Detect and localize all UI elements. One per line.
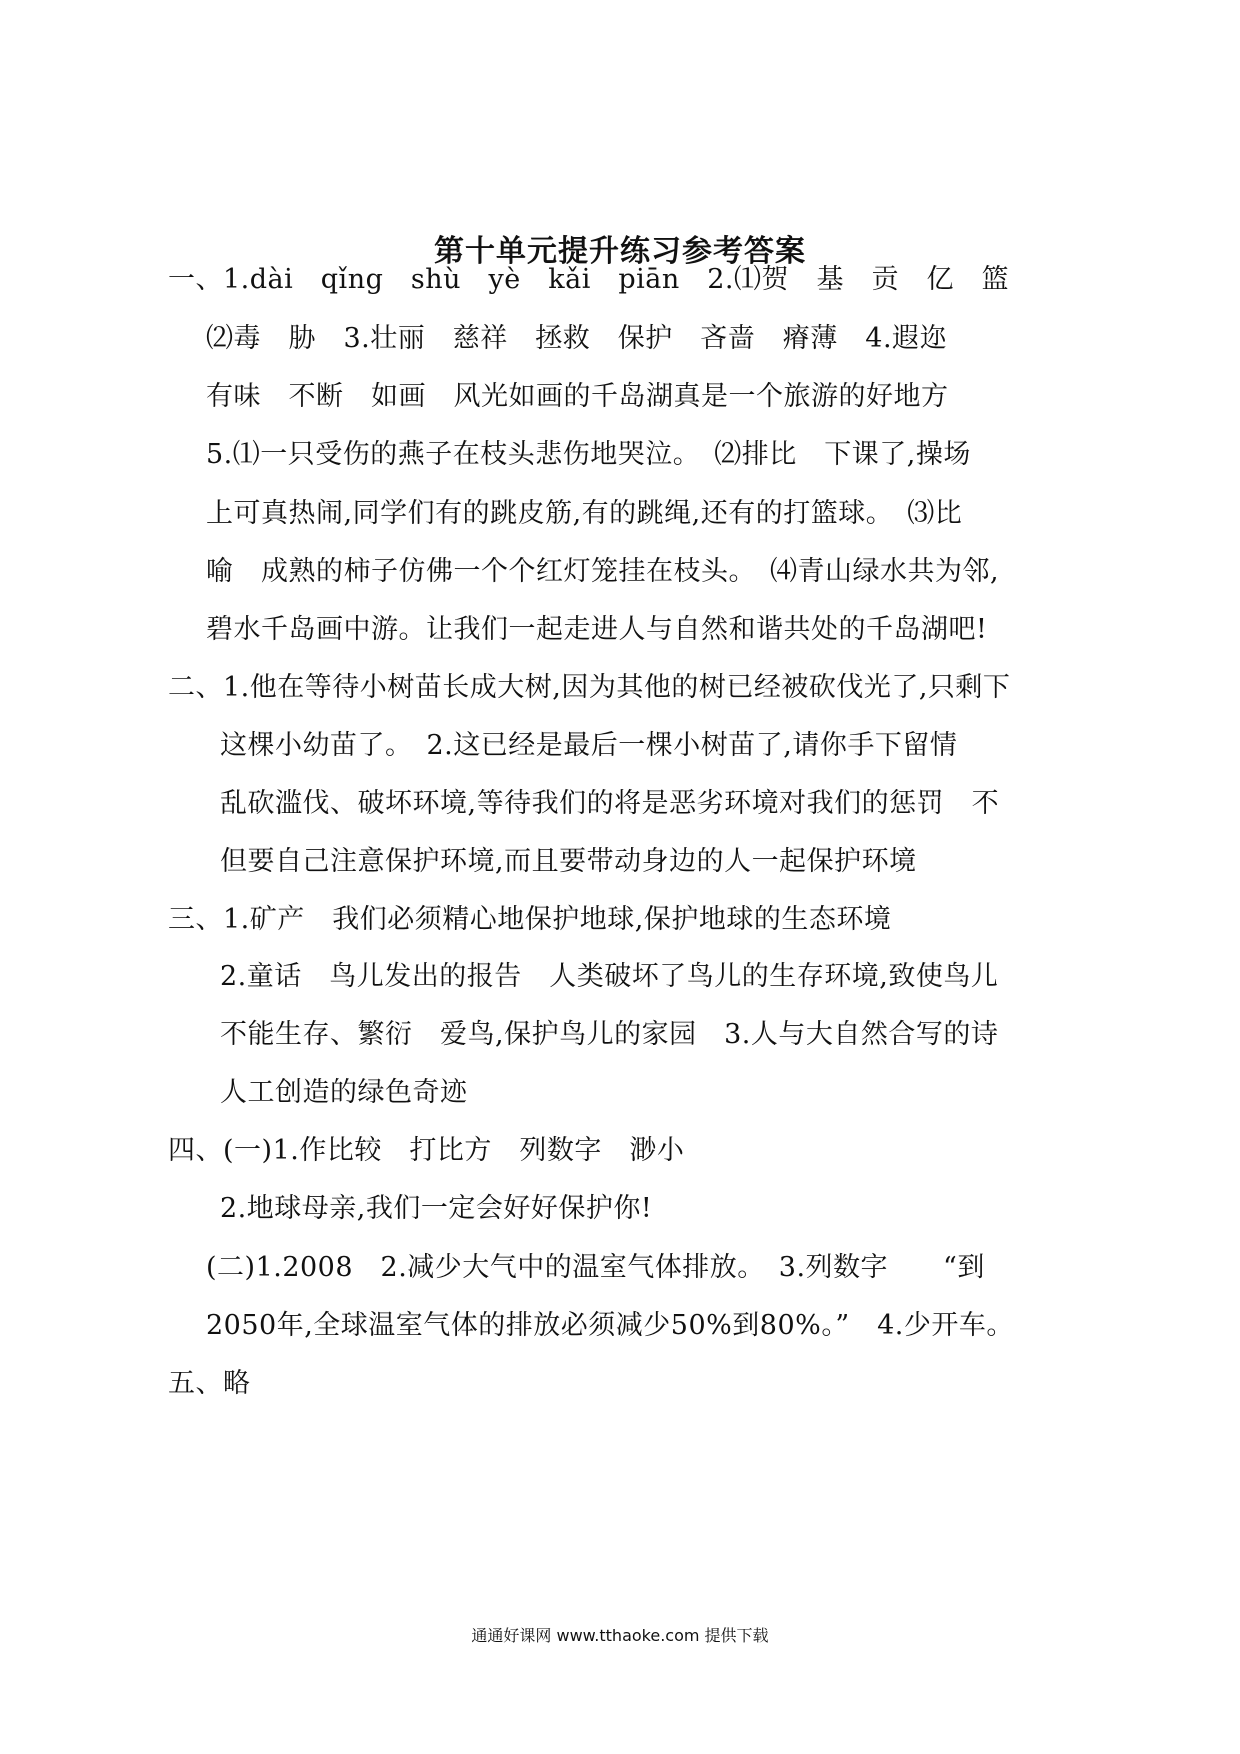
answer-line: 2.童话 鸟儿发出的报告 人类破坏了鸟儿的生存环境,致使鸟儿 bbox=[220, 961, 999, 992]
answer-line: 5.⑴一只受伤的燕子在枝头悲伤地哭泣。 ⑵排比 下课了,操场 bbox=[206, 439, 971, 470]
answer-line: 一、1.dài qǐng shù yè kǎi piān 2.⑴贺 基 贡 亿 篮 bbox=[168, 264, 1009, 295]
page-title: 第十单元提升练习参考答案 bbox=[434, 234, 806, 269]
answer-line: 三、1.矿产 我们必须精心地保护地球,保护地球的生态环境 bbox=[168, 904, 892, 935]
answer-line: 碧水千岛画中游。让我们一起走进人与自然和谐共处的千岛湖吧! bbox=[206, 614, 988, 645]
answer-line: ⑵毒 胁 3.壮丽 慈祥 拯救 保护 吝啬 瘠薄 4.遐迩 bbox=[206, 323, 948, 354]
answer-line: 喻 成熟的柿子仿佛一个个红灯笼挂在枝头。 ⑷青山绿水共为邻, bbox=[206, 556, 1000, 587]
answer-line: 二、1.他在等待小树苗长成大树,因为其他的树已经被砍伐光了,只剩下 bbox=[168, 672, 1011, 703]
answer-line: 2.地球母亲,我们一定会好好保护你! bbox=[220, 1193, 653, 1224]
footer-credit: 通通好课网 www.tthaoke.com 提供下载 bbox=[471, 1626, 769, 1645]
answer-line: 2050年,全球温室气体的排放必须减少50%到80%。” 4.少开车。 bbox=[206, 1310, 1014, 1341]
answer-line: 人工创造的绿色奇迹 bbox=[220, 1077, 468, 1108]
answer-line: 上可真热闹,同学们有的跳皮筋,有的跳绳,还有的打篮球。 ⑶比 bbox=[206, 498, 963, 529]
answer-line: 乱砍滥伐、破坏环境,等待我们的将是恶劣环境对我们的惩罚 不 bbox=[220, 788, 1000, 819]
answer-line: 这棵小幼苗了。 2.这已经是最后一棵小树苗了,请你手下留情 bbox=[220, 730, 958, 761]
answer-line: 五、略 bbox=[168, 1368, 251, 1399]
answer-line: 四、(一)1.作比较 打比方 列数字 渺小 bbox=[168, 1135, 685, 1166]
answer-line: 但要自己注意保护环境,而且要带动身边的人一起保护环境 bbox=[220, 846, 917, 877]
answer-line: 有味 不断 如画 风光如画的千岛湖真是一个旅游的好地方 bbox=[206, 381, 949, 412]
answer-line: (二)1.2008 2.减少大气中的温室气体排放。 3.列数字 “到 bbox=[206, 1252, 985, 1283]
answer-line: 不能生存、繁衍 爱鸟,保护鸟儿的家园 3.人与大自然合写的诗 bbox=[220, 1019, 999, 1050]
